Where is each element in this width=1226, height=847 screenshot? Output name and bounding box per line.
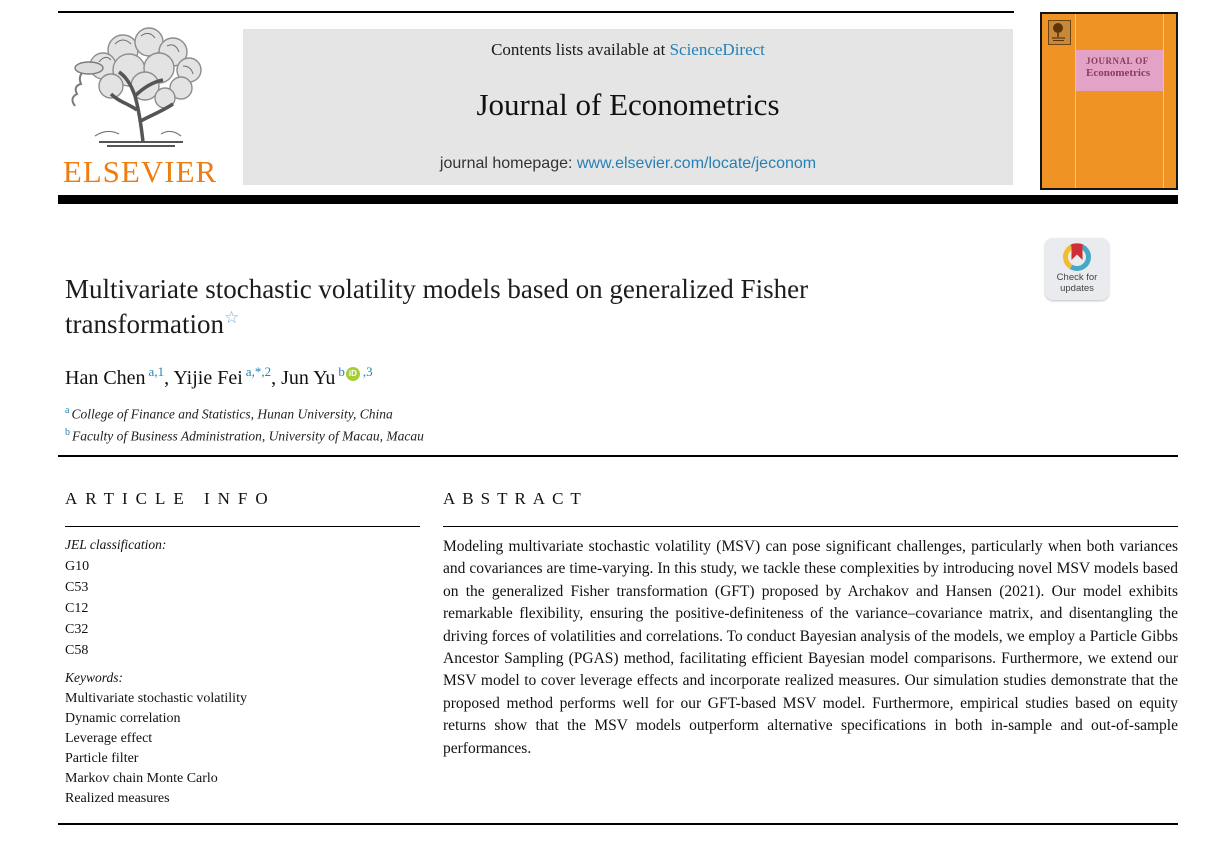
header-top-rule bbox=[58, 11, 1014, 13]
cover-title-line1: JOURNAL OF bbox=[1086, 56, 1149, 66]
elsevier-tree-icon bbox=[65, 24, 215, 152]
article-info-heading: ARTICLE INFO bbox=[65, 489, 276, 508]
affiliation-list bbox=[65, 402, 424, 445]
homepage-line bbox=[243, 155, 1013, 173]
author-affil-ref: a,1 bbox=[148, 364, 165, 379]
abstract-text: Modeling multivariate stochastic volatility (MSV) can pose significant challenges, particularly when both variances and covariances are time-varying. In this study, we tackle these complexities by introducing novel MSV models based on the generalized Fisher transformation (GFT) proposed by Archakov and Hansen (2021). Our model exhibits remarkable flexibility, ensuring the positive-definiteness of the variance–covariance matrix, and disentangling the driving forces of volatilities and correlations. To conduct Bayesian analysis of the models, we employ a Particle Gibbs Ancestor Sampling (PGAS) method, facilitating efficient Bayesian model comparisons. Furthermore, we extend our MSV model to cover leverage effects and incorporate realized measures. Our simulation studies demonstrate that the proposed method performs well for our GFT-based MSV model. Furthermore, empirical studies based on equity returns show that the MSV models outperform alternative specifications in both in-sample and out-of-sample performances. bbox=[443, 538, 1178, 757]
affiliation: $^b$ Faculty of Business Administration, University of Macau, Macau bbox=[65, 426, 424, 443]
orcid-icon[interactable]: iD bbox=[346, 367, 360, 381]
jel-code: C32 bbox=[65, 622, 89, 637]
badge-text-line1: Check for bbox=[1056, 272, 1098, 283]
header-bottom-bar bbox=[58, 195, 1178, 204]
author: Yijie Fei $^{a,*,2}$, bbox=[173, 364, 282, 389]
jel-code: C53 bbox=[65, 580, 89, 595]
keywords-label: Keywords: bbox=[65, 670, 123, 685]
cover-tree-emblem-icon bbox=[1048, 20, 1071, 45]
author-list bbox=[65, 364, 373, 390]
title-footnote-star: ☆ bbox=[223, 308, 240, 327]
crossmark-icon bbox=[1063, 243, 1091, 271]
crossmark-bookmark-icon bbox=[1072, 244, 1083, 260]
keyword: Markov chain Monte Carlo bbox=[65, 771, 218, 786]
author-affil-ref: a,*,2 bbox=[245, 364, 272, 379]
jel-classification-label: JEL classification: bbox=[65, 537, 167, 552]
cover-divider-line bbox=[1075, 14, 1076, 188]
author-affil-ref: ,3 bbox=[362, 364, 373, 379]
author: Jun Yu $^b$ iD $^{,3}$ bbox=[281, 364, 373, 389]
cover-divider-line bbox=[1163, 14, 1164, 188]
cover-title-line2: Econometrics bbox=[1086, 67, 1151, 79]
contents-prefix: Contents lists available at bbox=[491, 40, 670, 59]
badge-text-line2: updates bbox=[1060, 283, 1094, 294]
keyword: Multivariate stochastic volatility bbox=[65, 691, 247, 706]
keyword: Leverage effect bbox=[65, 731, 153, 746]
homepage-link[interactable]: www.elsevier.com/locate/jeconom bbox=[576, 155, 817, 172]
sciencedirect-link[interactable]: ScienceDirect bbox=[669, 40, 765, 59]
section-divider-rule bbox=[58, 455, 1178, 457]
jel-code: C12 bbox=[65, 601, 89, 616]
contents-line bbox=[243, 40, 1013, 60]
abstract-heading: ABSTRACT bbox=[443, 489, 588, 508]
abstract-rule bbox=[443, 526, 1178, 527]
cover-title-band bbox=[1076, 50, 1163, 91]
jel-code: C58 bbox=[65, 643, 89, 658]
author-affil-ref: b bbox=[338, 364, 345, 379]
elsevier-logo bbox=[62, 24, 218, 188]
elsevier-wordmark: ELSEVIER bbox=[62, 154, 218, 189]
article-info-column bbox=[65, 537, 425, 809]
affiliation: $^a$ College of Finance and Statistics, Hunan University, China bbox=[65, 405, 393, 422]
article-title: Multivariate stochastic volatility models based on generalized Fisher transformation☆ bbox=[65, 274, 809, 339]
check-for-updates-badge[interactable] bbox=[1045, 238, 1109, 300]
journal-cover-thumbnail bbox=[1040, 12, 1178, 190]
bottom-rule bbox=[58, 823, 1178, 825]
jel-code: G10 bbox=[65, 559, 90, 574]
article-info-rule bbox=[65, 526, 420, 527]
author: Han Chen $^{a,1}$, bbox=[65, 364, 174, 389]
keyword: Dynamic correlation bbox=[65, 711, 181, 726]
journal-banner bbox=[243, 29, 1013, 185]
keyword: Particle filter bbox=[65, 751, 139, 766]
homepage-prefix: journal homepage: bbox=[439, 155, 577, 172]
keyword: Realized measures bbox=[65, 791, 170, 806]
journal-title: Journal of Econometrics bbox=[476, 87, 780, 122]
